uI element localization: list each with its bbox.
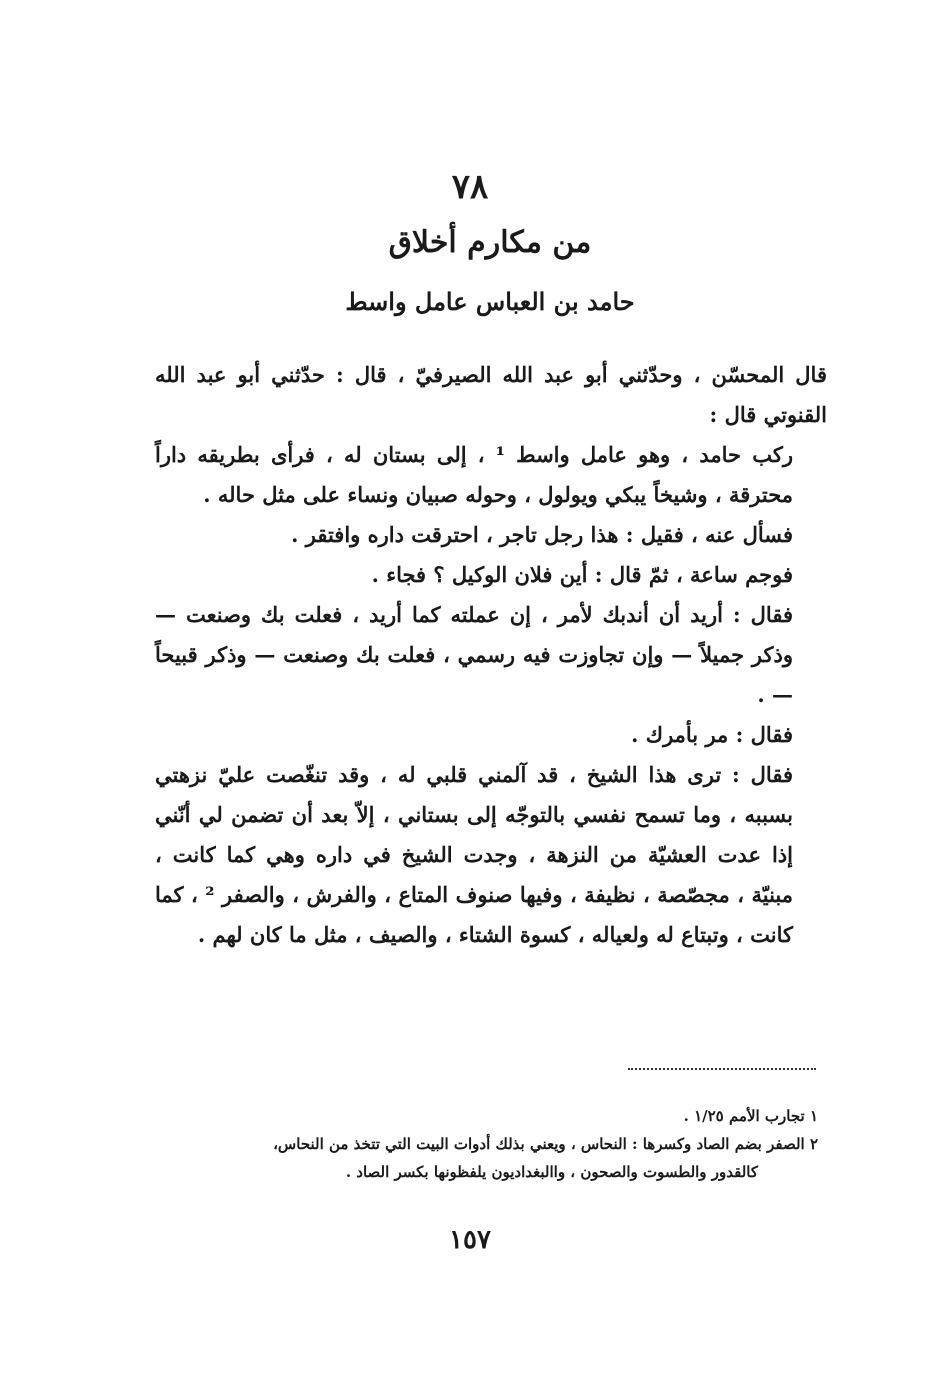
footnote: [150, 1130, 818, 1158]
footnote-number: ١: [809, 1107, 818, 1125]
paragraph: فقال : ترى هذا الشيخ ، قد آلمني قلبي له ، وقد تنغّصت عليّ نزهتي بسببه ، وما تسمح نفسي بالتوجّه إلى بستاني ، إلاّ بعد أن تضمن لي أنّني إذا عدت العشيّة من النزهة ، وجدت الشيخ في داره وهي كما كانت ، مبنيّة ، مجصّصة ، نظيفة ، وفيها صنوف المتاع ، والفرش ، والصفر ² ، كما كانت ، وتبتاع له ولعياله ، كسوة الشتاء ، والصيف ، مثل ما كان لهم .: [155, 762, 794, 947]
page-number: ١٥٧: [449, 1225, 491, 1255]
footnote-continuation: كالقدور والطسوت والصحون ، واالبغداديون يلفظونها بكسر الصاد .: [345, 1163, 758, 1181]
paragraph: ركب حامد ، وهو عامل واسط ¹ ، إلى بستان له ، فرأى بطريقه داراً محترقة ، وشيخاً يبكي ويولول ، وحوله صبيان ونساء على مثل حاله .: [155, 442, 793, 507]
paragraph: فقال : مر بأمرك .: [631, 722, 793, 747]
chapter-number: ٧٨: [451, 167, 489, 207]
footnote-number: ٢: [809, 1135, 818, 1153]
page-title: من مكارم أخلاق: [388, 225, 592, 260]
paragraph: فقال : أريد أن أندبك لأمر ، إن عملته كما أريد ، فعلت بك وصنعت — وذكر جميلاً — وإن تجاوزت فيه رسمي ، فعلت بك وصنعت — وذكر قبيحاً — .: [155, 602, 793, 707]
footnotes: [150, 1102, 818, 1186]
paragraph: فوجم ساعة ، ثمّ قال : أين فلان الوكيل ؟ فجاء .: [371, 562, 793, 587]
body-text: [155, 355, 827, 955]
footnote-separator: [628, 1068, 816, 1070]
paragraph: فسأل عنه ، فقيل : هذا رجل تاجر ، احترقت داره وافتقر .: [291, 522, 793, 547]
footnote-text: الصفر بضم الصاد وكسرها : النحاس ، ويعني بذلك أدوات البيت التي تتخذ من النحاس،: [273, 1135, 805, 1153]
paragraph-intro: قال المحسّن ، وحدّثني أبو عبد الله الصيرفيّ ، قال : حدّثني أبو عبد الله القنوتي قال :: [155, 362, 827, 427]
footnote: [150, 1102, 818, 1130]
footnote-text: تجارب الأمم ١/٢٥ .: [683, 1107, 805, 1125]
page-subtitle: حامد بن العباس عامل واسط: [345, 287, 635, 316]
